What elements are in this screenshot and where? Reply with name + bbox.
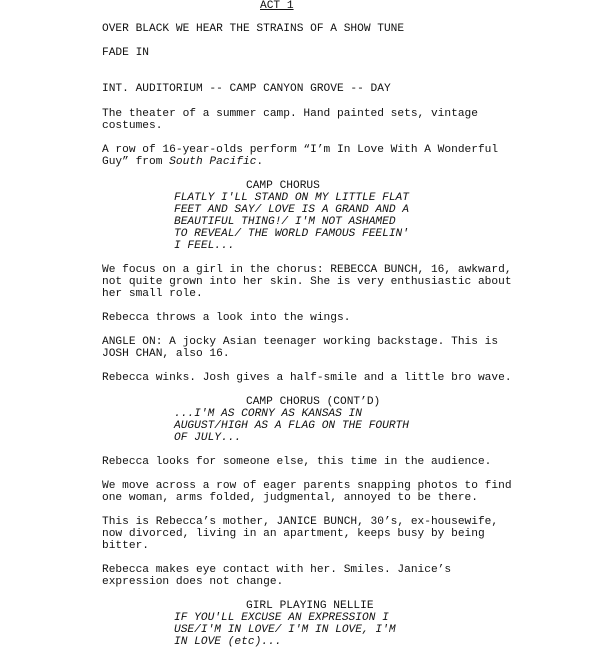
character-cue: CAMP CHORUS (CONT’D) (246, 396, 381, 408)
action-punctuation: . (256, 156, 264, 168)
action-text: A row of 16-year-olds perform “I’m In Love With A Wonderful Guy” from (102, 144, 499, 168)
action-paragraph: We move across a row of eager parents snapping photos to find one woman, arms folded, judgmental, annoyed to be there. (102, 480, 512, 504)
action-paragraph-with-title (102, 144, 498, 168)
action-paragraph: Rebecca throws a look into the wings. (102, 312, 351, 324)
character-cue: CAMP CHORUS (246, 180, 320, 192)
action-paragraph: We focus on a girl in the chorus: REBECCA BUNCH, 16, awkward, not quite grown into her skin. She is very enthusiastic about her small role. (102, 264, 512, 300)
dialogue-lyrics: ...I'M AS CORNY AS KANSAS IN AUGUST/HIGH AS A FLAG ON THE FOURTH OF JULY... (174, 408, 409, 444)
action-paragraph: This is Rebecca’s mother, JANICE BUNCH, 30’s, ex-housewife, now divorced, living in an apartment, keeps busy by being bitter. (102, 516, 499, 552)
dialogue-lyrics: FLATLY I'LL STAND ON MY LITTLE FLAT FEET AND SAY/ LOVE IS A GRAND AND A BEAUTIFUL THING!/ I'M NOT ASHAMED TO REVEAL/ THE WORLD FAMOUS FEELIN' I FEEL... (174, 192, 409, 252)
action-paragraph: ANGLE ON: A jocky Asian teenager working backstage. This is JOSH CHAN, also 16. (102, 336, 499, 360)
musical-title: South Pacific (169, 156, 257, 168)
action-paragraph: Rebecca makes eye contact with her. Smiles. Janice’s expression does not change. (102, 564, 452, 588)
act-header: ACT 1 (260, 0, 294, 12)
action-line: OVER BLACK WE HEAR THE STRAINS OF A SHOW TUNE (102, 23, 405, 35)
action-paragraph: Rebecca winks. Josh gives a half-smile and a little bro wave. (102, 372, 512, 384)
action-paragraph: Rebecca looks for someone else, this time in the audience. (102, 456, 492, 468)
scene-heading: INT. AUDITORIUM -- CAMP CANYON GROVE -- DAY (102, 83, 391, 95)
character-cue: GIRL PLAYING NELLIE (246, 600, 374, 612)
transition-line: FADE IN (102, 47, 149, 59)
action-paragraph: The theater of a summer camp. Hand painted sets, vintage costumes. (102, 108, 478, 132)
dialogue-lyrics: IF YOU'LL EXCUSE AN EXPRESSION I USE/I'M IN LOVE/ I'M IN LOVE, I'M IN LOVE (etc)... (174, 612, 396, 648)
